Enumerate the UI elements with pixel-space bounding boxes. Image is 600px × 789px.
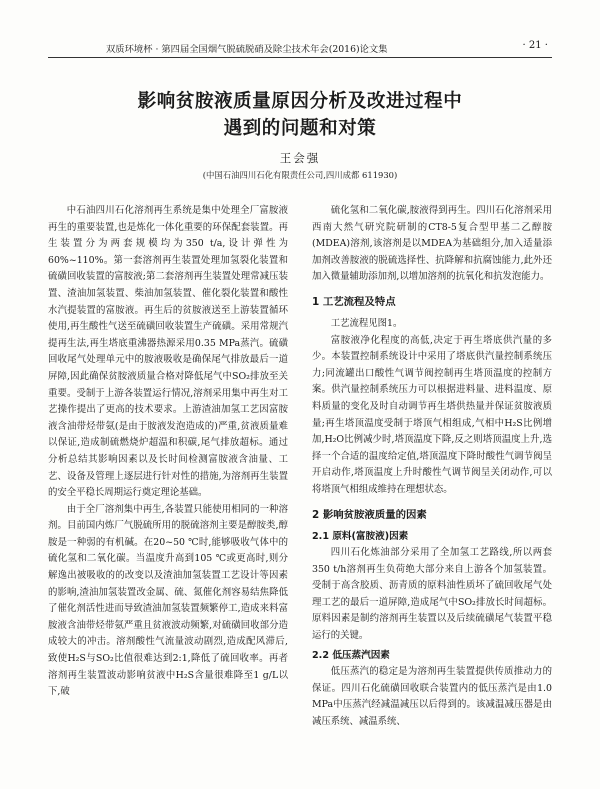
title-line-2: 遇到的问题和对策 <box>223 118 377 139</box>
section-heading: 1 工艺流程及特点 <box>312 295 396 308</box>
subsection-heading: 2.1 原料(富胺液)因素 <box>312 530 409 542</box>
article-title <box>0 88 600 142</box>
body-paragraph: 工艺流程见图1。 <box>330 317 403 329</box>
left-column <box>48 203 288 701</box>
author-name: 王会强 <box>279 151 321 165</box>
subsection-heading: 2.2 低压蒸汽因素 <box>312 649 390 661</box>
author-affiliation: (中国石油四川石化有限责任公司,四川成都 611930) <box>202 170 398 180</box>
running-header <box>48 39 552 58</box>
body-paragraph: 富胺液净化程度的高低,决定于再生塔底供汽量的多少。本装置控制系统设计中采用了塔底供汽量控制系统压力;同流罐出口酸性气调节阀控制再生塔顶温度的控制方案。供汽量控制系统压力可以根据进料量、进料温度、原料质量的变化及时自动调节再生塔供热量并保证贫胺液质量;再生塔顶温度受制于塔顶气相组成,气相中H₂S比例增加,H₂O比例减少时,塔顶温度下降,反之则塔顶温度上升,选择一个合适的温度给定值,塔顶温度下降时酸性气调节阀呈开启动作,塔顶温度上升时酸性气调节阀呈关闭动作,可以将塔顶气相组成维持在理想状态。 <box>312 334 552 495</box>
page-number: · 21 · <box>522 40 548 51</box>
body-paragraph: 硫化氢和二氧化碳,胺液得到再生。四川石化溶剂采用西南大然气研究院研制的CT8-5复合型甲基二乙醇胺(MDEA)溶剂,该溶剂是以MDEA为基础组分,加入适量添加剂改善胺液的脱硫选择性、抗降解和抗腐蚀能力,此外还加入微量辅助添加剂,以增加溶剂的抗氧化和抗发泡能力。 <box>312 205 552 283</box>
body-paragraph: 四川石化炼油部分采用了全加氢工艺路线,所以两套350 t/h溶剂再生负荷绝大部分来自上游各个加氢装置。受制于高含胶质、沥青质的原料油性质坏了硫回收尾气处理工艺的最后一道屏障,造成尾气中SO₂排放长时间超标。原料因素是制约溶剂再生装置以及后续硫磺尾气装置平稳运行的关键。 <box>312 547 552 642</box>
journal-name: 双质环境杯 · 第四届全国烟气脱硫脱硝及除尘技术年会(2016)论文集 <box>106 44 388 55</box>
section-heading: 2 影响贫胺液质量的因素 <box>312 508 427 521</box>
body-paragraph: 中石油四川石化溶剂再生系统是集中处理全厂富胺液再生的重要装置,也是炼化一体化重要的环保配套装置。再生装置分为两套规模均为350 t/a,设计弹性为60%~110%。第一套溶剂再生装置处理加氢裂化装置和硫磺回收装置的富胺液;第二套溶剂再生装置处理常减压装置、渣油加氢装置、柴油加氢装置、催化裂化装置和酸性水汽提装置的富胺液。再生后的贫胺液送至上游装置循环使用,再生酸性气送至硫磺回收装置生产硫磺。采用常规汽提再生法,再生塔底重沸器热源采用0.35 MPa蒸汽。硫磺回收尾气处理单元中的胺液吸收是确保尾气排放最后一道屏障,因此确保贫胺液质量合格对降低尾气中SO₂排放至关重要。受制于上游各装置运行情况,溶剂采用集中再生对工艺操作提出了更高的技术要求。上游渣油加氢工艺因富胺液含油带烃带氨(是由于胺液发泡造成的)严重,贫液质量难以保证,造成制硫燃烧炉超温和积碳,尾气排放超标。通过分析总结其影响因素以及长时间检测富胺液含油量、工艺、设备及管理上逐层进行针对性的措施,为溶剂再生装置的安全平稳长周期运行奠定理论基础。 <box>48 205 288 499</box>
body-paragraph: 由于全厂溶剂集中再生,各装置只能使用相同的一种溶剂。目前国内炼厂气脱硫所用的脱硫溶剂主要是醇胺类,醇胺是一种弱的有机碱。在20~50 ℃时,能够吸收气体中的硫化氢和二氧化碳。当温度升高到105 ℃或更高时,则分解逸出被吸收的的改变以及渣油加氢装置工艺设计等因素的影响,渣油加氢装置改金属、硫、氮催化剂容易结焦降低了催化剂活性进而导致渣油加氢装置频繁停工,造成来料富胺液含油带烃带氨严重且贫液波动频繁,对硫磺回收部分造成较大的冲击。溶剂酸性气流量波动剧烈,造成配风滞后,致使H₂S与SO₂比值很难达到2:1,降低了硫回收率。再者溶剂再生装置波动影响贫液中H₂S含量很难降至1 g/L以下,破 <box>48 503 288 698</box>
body-paragraph: 低压蒸汽的稳定是为溶剂再生装置提供传质推动力的保证。四川石化硫磺回收联合装置内的低压蒸汽是由1.0 MPa中压蒸汽经减温减压以后得到的。该减温减压器是由减压系统、减温系统、 <box>312 666 552 728</box>
title-line-1: 影响贫胺液质量原因分析及改进过程中 <box>137 91 463 112</box>
right-column <box>312 203 552 731</box>
